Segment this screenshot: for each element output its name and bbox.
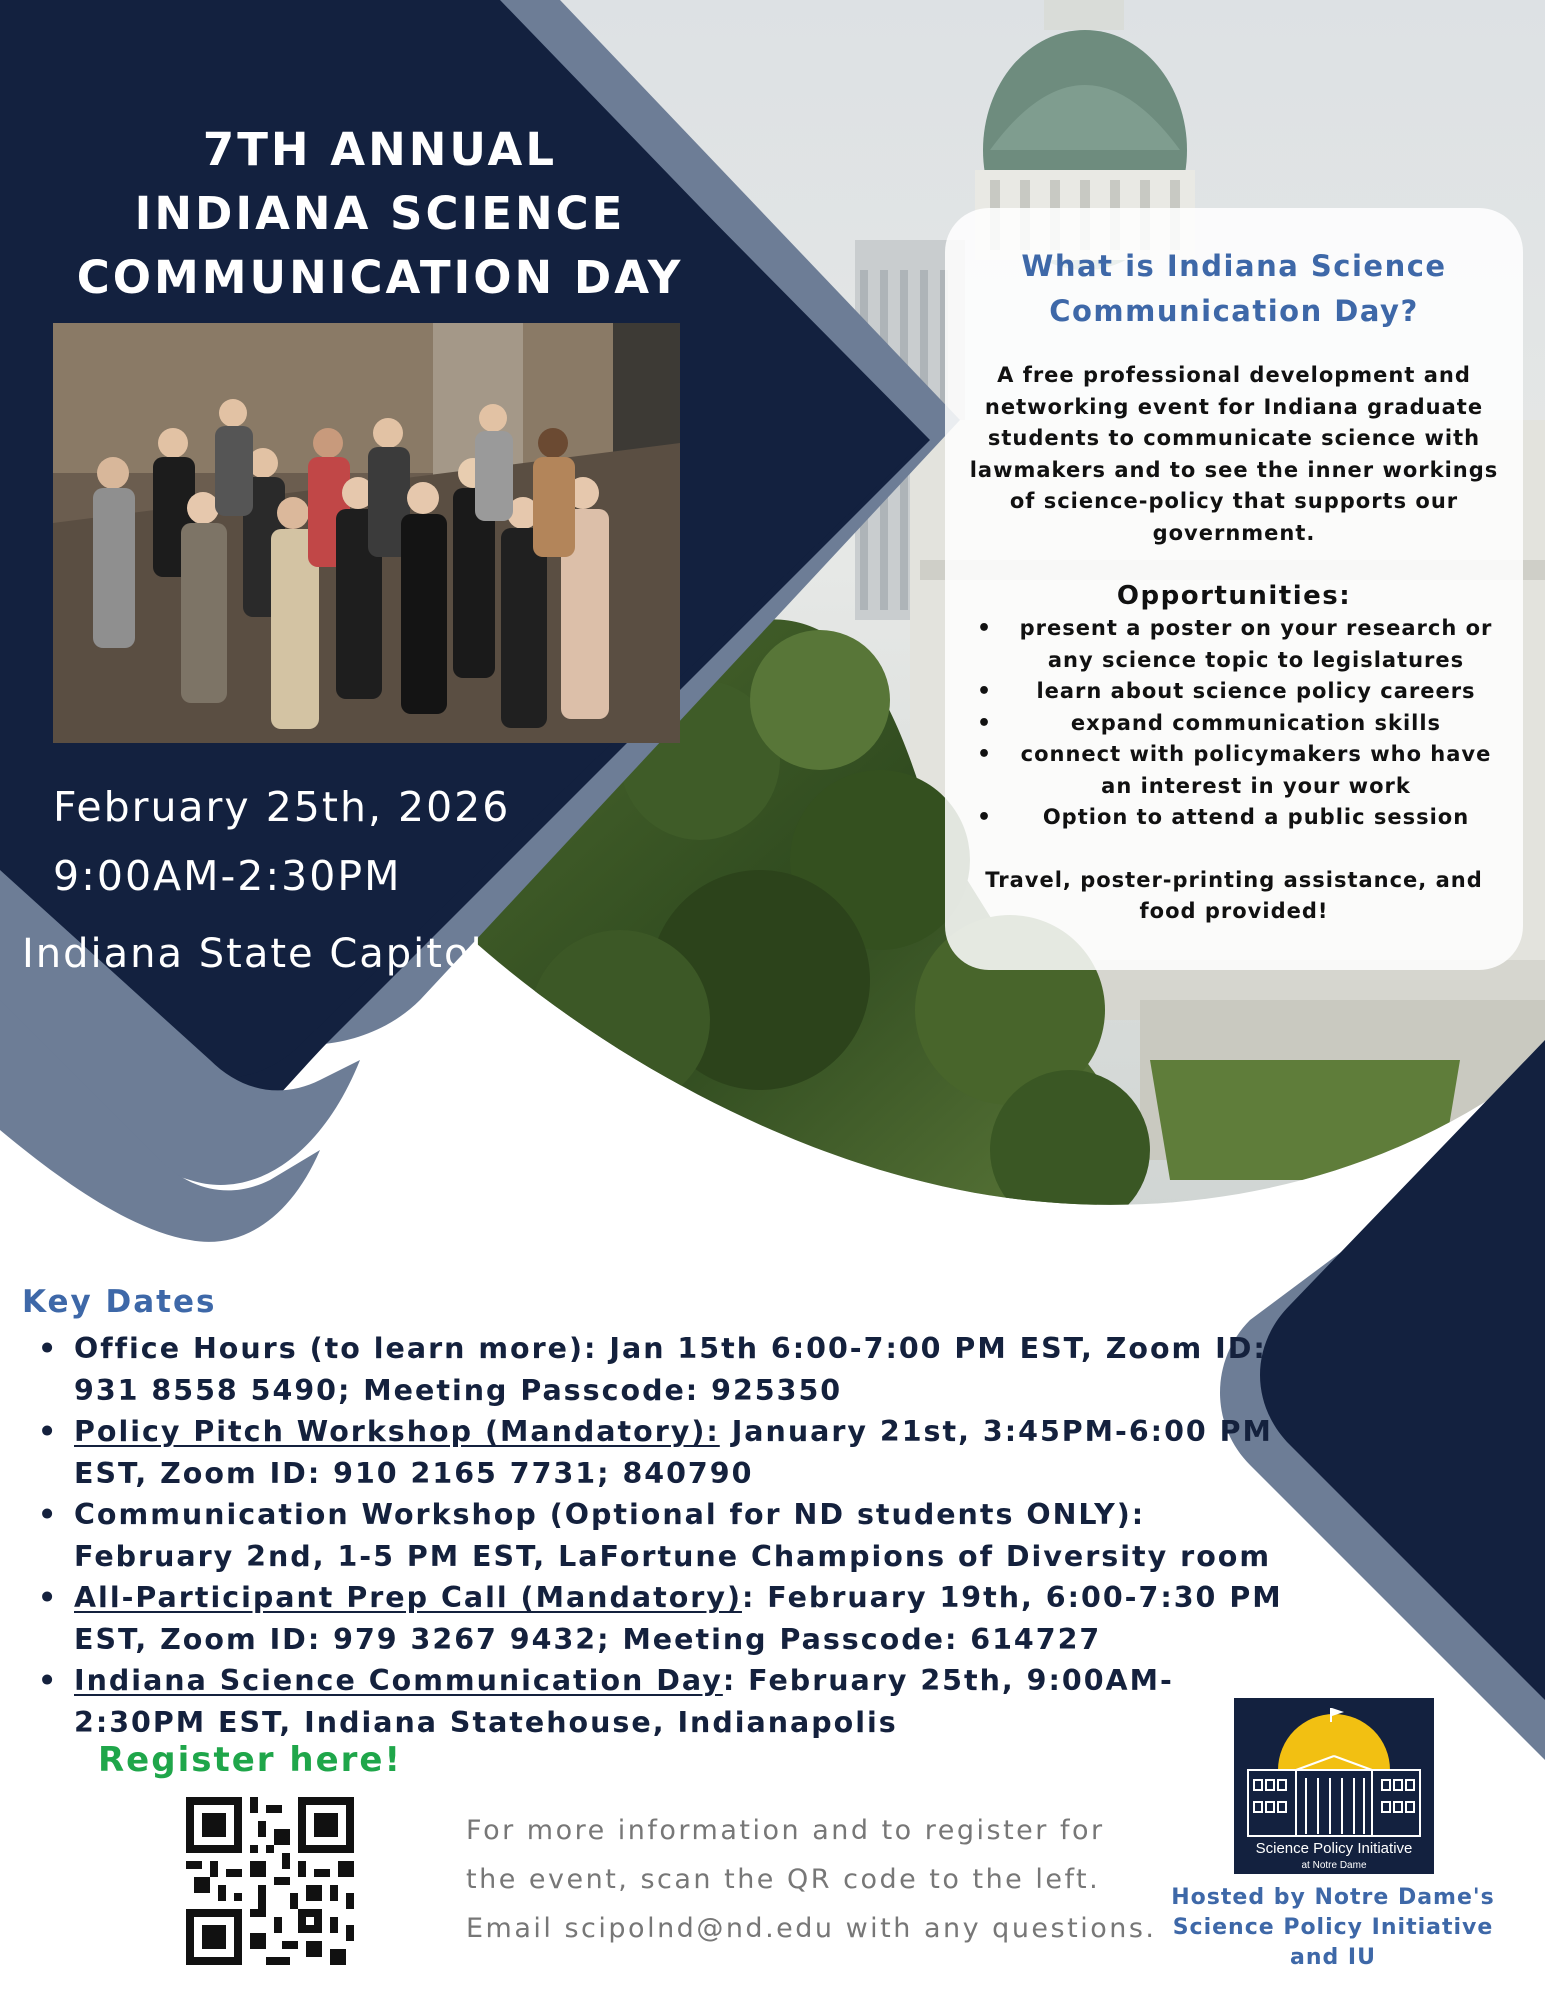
hosted-by-line: Science Policy Initiative bbox=[1172, 1915, 1494, 1940]
opportunity-text: Option to attend a public session bbox=[1042, 805, 1470, 829]
opportunity-text: any science topic to legislatures bbox=[1047, 647, 1465, 672]
title-line-2: INDIANA SCIENCE bbox=[134, 187, 626, 240]
opportunities-heading: Opportunities: bbox=[1116, 581, 1352, 611]
event-time: 9:00AM-2:30PM bbox=[53, 852, 402, 900]
science-communication-day-link[interactable]: Indiana Science Communication Day bbox=[74, 1664, 723, 1697]
register-link[interactable]: Register here! bbox=[98, 1740, 402, 1780]
bullet-icon: • bbox=[977, 710, 993, 736]
key-date-item bbox=[34, 1328, 1267, 1411]
hosted-by-line: and IU bbox=[1290, 1945, 1376, 1970]
key-date-text: Communication Workshop (Optional for ND students ONLY): bbox=[74, 1498, 1146, 1531]
key-dates-heading: Key Dates bbox=[22, 1284, 217, 1320]
bullet-icon: • bbox=[38, 1415, 59, 1448]
key-date-text: : February 25th, 9:00AM- bbox=[722, 1664, 1174, 1697]
info-card-description bbox=[957, 360, 1511, 549]
opportunity-item bbox=[957, 676, 1511, 708]
science-policy-initiative-logo bbox=[1234, 1698, 1434, 1874]
key-date-item bbox=[34, 1494, 1272, 1577]
opportunity-item bbox=[957, 739, 1511, 802]
hosted-by-line: Hosted by Notre Dame's bbox=[1171, 1885, 1495, 1910]
opportunity-text: expand communication skills bbox=[1070, 710, 1442, 735]
opportunity-text: learn about science policy careers bbox=[1036, 679, 1476, 703]
opportunity-item bbox=[957, 708, 1511, 740]
info-body-line: government. bbox=[1152, 520, 1316, 545]
event-date: February 25th, 2026 bbox=[53, 783, 511, 831]
prep-call-link[interactable]: All-Participant Prep Call (Mandatory) bbox=[74, 1581, 742, 1614]
opportunities-list bbox=[957, 613, 1511, 834]
opportunity-text: connect with policymakers who have bbox=[1020, 742, 1492, 766]
bullet-icon: • bbox=[977, 679, 993, 704]
info-body-line: students to communicate science with bbox=[987, 426, 1481, 450]
qr-code-icon[interactable] bbox=[186, 1797, 354, 1965]
hosted-by bbox=[1168, 1883, 1498, 1973]
more-info-line: Email scipolnd@nd.edu with any questions. bbox=[466, 1913, 1157, 1944]
info-heading-line-2: Communication Day? bbox=[1049, 294, 1419, 328]
bullet-icon: • bbox=[977, 742, 993, 767]
more-info-text bbox=[466, 1806, 1186, 1953]
info-card bbox=[945, 208, 1523, 970]
policy-pitch-workshop-link[interactable]: Policy Pitch Workshop (Mandatory): bbox=[74, 1415, 720, 1448]
key-date-item bbox=[34, 1577, 1283, 1660]
info-card-footer bbox=[957, 865, 1511, 928]
key-date-text: 2:30PM EST, Indiana Statehouse, Indianapolis bbox=[74, 1705, 898, 1739]
info-heading-line-1: What is Indiana Science bbox=[1021, 249, 1447, 283]
footer-line: food provided! bbox=[1139, 899, 1329, 923]
logo-name: Science Policy Initiative bbox=[1255, 1840, 1413, 1857]
key-date-text: 931 8558 5490; Meeting Passcode: 925350 bbox=[74, 1373, 843, 1407]
info-card-heading bbox=[957, 244, 1511, 334]
info-body-line: networking event for Indiana graduate bbox=[984, 394, 1484, 419]
title-line-3: COMMUNICATION DAY bbox=[76, 251, 684, 304]
key-date-text: January 21st, 3:45PM-6:00 PM bbox=[719, 1415, 1273, 1448]
info-body-line: A free professional development and bbox=[997, 363, 1471, 387]
key-date-text: February 2nd, 1-5 PM EST, LaFortune Champions of Diversity room bbox=[74, 1539, 1272, 1573]
title-line-1: 7TH ANNUAL bbox=[202, 123, 558, 176]
key-date-text: EST, Zoom ID: 979 3267 9432; Meeting Passcode: 614727 bbox=[74, 1622, 1102, 1656]
opportunity-text: present a poster on your research or bbox=[1019, 616, 1493, 640]
bullet-icon: • bbox=[38, 1581, 59, 1614]
logo-subtitle: at Notre Dame bbox=[1301, 1860, 1367, 1871]
key-date-text: Office Hours (to learn more): Jan 15th 6:00-7:00 PM EST, Zoom ID: bbox=[74, 1332, 1267, 1365]
key-date-text: : February 19th, 6:00-7:30 PM bbox=[741, 1581, 1283, 1614]
key-date-text: EST, Zoom ID: 910 2165 7731; 840790 bbox=[74, 1456, 754, 1490]
more-info-line: the event, scan the QR code to the left. bbox=[466, 1864, 1101, 1895]
key-date-item bbox=[34, 1660, 1264, 1743]
bullet-icon: • bbox=[38, 1332, 59, 1365]
bullet-icon: • bbox=[38, 1498, 59, 1531]
bullet-icon: • bbox=[977, 805, 993, 830]
footer-line: Travel, poster-printing assistance, and bbox=[985, 867, 1483, 892]
bullet-icon: • bbox=[38, 1664, 59, 1697]
event-title bbox=[30, 118, 730, 310]
opportunity-text: an interest in your work bbox=[1101, 773, 1411, 798]
more-info-line: For more information and to register for bbox=[466, 1815, 1105, 1846]
info-body-line: lawmakers and to see the inner workings bbox=[969, 457, 1499, 482]
bullet-icon: • bbox=[977, 616, 993, 641]
opportunity-item bbox=[957, 802, 1511, 834]
opportunity-item bbox=[957, 613, 1511, 676]
key-dates-list bbox=[34, 1328, 1283, 1743]
event-venue: Indiana State Capitol bbox=[22, 931, 484, 977]
key-date-item bbox=[34, 1411, 1273, 1494]
group-photo bbox=[53, 323, 680, 743]
info-body-line: of science-policy that supports our bbox=[1009, 489, 1459, 513]
